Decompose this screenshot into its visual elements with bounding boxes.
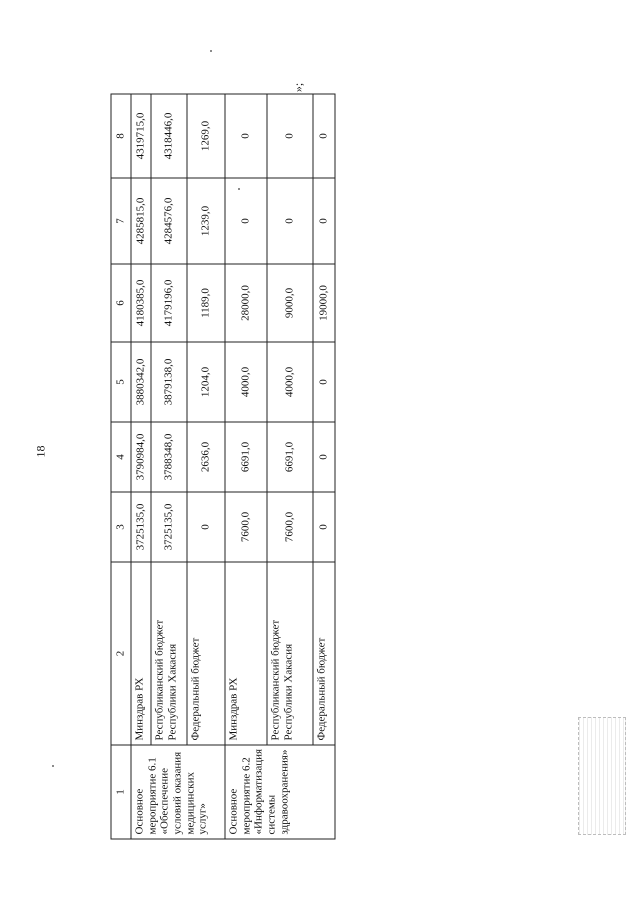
- value-cell: 3725135,0: [151, 492, 187, 562]
- source-cell: Республиканский бюджет Республики Хакасия: [267, 562, 313, 745]
- value-cell: 4285815,0: [131, 178, 151, 264]
- header-cell: 7: [111, 178, 131, 264]
- header-cell: 2: [111, 562, 131, 745]
- value-cell: 28000,0: [225, 264, 267, 342]
- value-cell: 1269,0: [187, 94, 225, 178]
- value-cell: 2636,0: [187, 422, 225, 492]
- header-cell: 5: [111, 342, 131, 422]
- value-cell: 3879138,0: [151, 342, 187, 422]
- value-cell: 3788348,0: [151, 422, 187, 492]
- header-cell: 4: [111, 422, 131, 492]
- value-cell: 0: [267, 178, 313, 264]
- table-row: [131, 94, 151, 839]
- value-cell: 0: [313, 342, 335, 422]
- source-cell: Федеральный бюджет: [187, 562, 225, 745]
- header-cell: 6: [111, 264, 131, 342]
- value-cell: 0: [313, 422, 335, 492]
- table-row: [313, 94, 335, 839]
- table-row: [151, 94, 187, 839]
- value-cell: 0: [313, 492, 335, 562]
- value-cell: 4284576,0: [151, 178, 187, 264]
- source-cell: Минздрав РХ: [225, 562, 267, 745]
- value-cell: 0: [187, 492, 225, 562]
- value-cell: 4180385,0: [131, 264, 151, 342]
- funding-table: [111, 94, 336, 840]
- scan-speck: [210, 50, 212, 52]
- value-cell: 0: [225, 178, 267, 264]
- rotated-table-wrapper: [111, 95, 335, 840]
- value-cell: 0: [313, 94, 335, 178]
- value-cell: 3880342,0: [131, 342, 151, 422]
- header-cell: 8: [111, 94, 131, 178]
- closing-mark: »;: [291, 82, 306, 93]
- scan-speck: [52, 765, 54, 767]
- header-cell: 3: [111, 492, 131, 562]
- page-number: 18: [33, 445, 48, 458]
- value-cell: 0: [313, 178, 335, 264]
- value-cell: 4319715,0: [131, 94, 151, 178]
- source-cell: Федеральный бюджет: [313, 562, 335, 745]
- value-cell: 1239,0: [187, 178, 225, 264]
- value-cell: 6691,0: [225, 422, 267, 492]
- table-row: [225, 94, 267, 839]
- source-cell: Республиканский бюджет Республики Хакасия: [151, 562, 187, 745]
- value-cell: 1204,0: [187, 342, 225, 422]
- table-row: [187, 94, 225, 839]
- value-cell: 7600,0: [267, 492, 313, 562]
- value-cell: 4179196,0: [151, 264, 187, 342]
- value-cell: 6691,0: [267, 422, 313, 492]
- value-cell: 1189,0: [187, 264, 225, 342]
- value-cell: 4000,0: [267, 342, 313, 422]
- value-cell: 9000,0: [267, 264, 313, 342]
- header-row: [111, 94, 131, 839]
- event-cell: Основное мероприятие 6.1 «Обеспечение условий оказания медицинских услуг»: [131, 745, 225, 839]
- source-cell: Минздрав РХ: [131, 562, 151, 745]
- value-cell: 0: [225, 94, 267, 178]
- event-cell: Основное мероприятие 6.2 «Информатизация системы здравоохранения»: [225, 745, 335, 839]
- header-cell: 1: [111, 745, 131, 839]
- value-cell: 19000,0: [313, 264, 335, 342]
- value-cell: 0: [267, 94, 313, 178]
- value-cell: 3790984,0: [131, 422, 151, 492]
- value-cell: 7600,0: [225, 492, 267, 562]
- value-cell: 4318446,0: [151, 94, 187, 178]
- faded-stamp: [578, 717, 626, 835]
- value-cell: 3725135,0: [131, 492, 151, 562]
- table-row: [267, 94, 313, 839]
- value-cell: 4000,0: [225, 342, 267, 422]
